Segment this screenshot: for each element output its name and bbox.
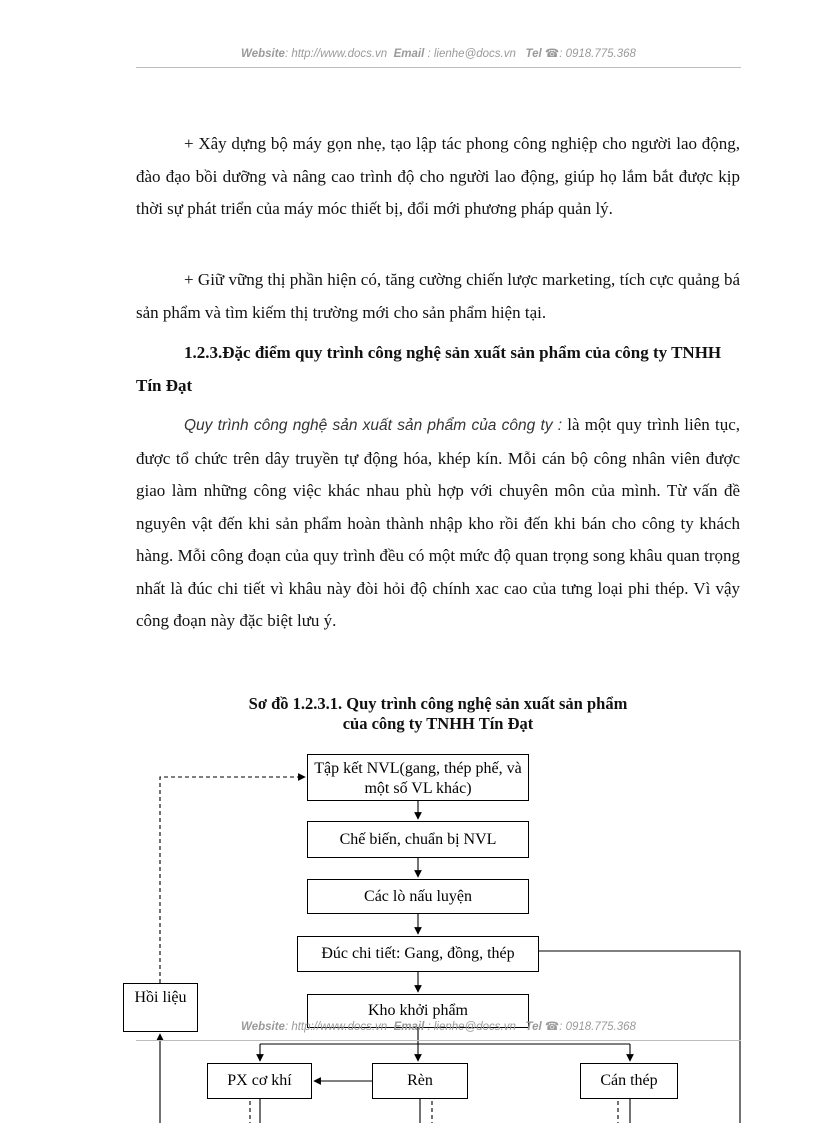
website-label: Website bbox=[241, 48, 285, 60]
footer-phone-icon: ☎ bbox=[544, 1021, 560, 1033]
diagram-caption-line1: Sơ đồ 1.2.3.1. Quy trình công nghệ sản xuất sản phẩm bbox=[248, 694, 628, 713]
dashed-recycle-to-gather bbox=[160, 777, 305, 983]
paragraph-market: + Giữ vững thị phần hiện có, tăng cường chiến lược marketing, tích cực quảng bá sản phẩm và tìm kiếm thị trường mới cho sản phẩm hiện tại. bbox=[136, 270, 740, 322]
diagram-caption-line2: của công ty TNHH Tín Đạt bbox=[342, 714, 534, 733]
box-rolling: Cán thép bbox=[580, 1063, 678, 1099]
section-heading: 1.2.3.Đặc điểm quy trình công nghệ sản xuất sản phẩm của công ty TNHH Tín Đạt bbox=[136, 343, 722, 395]
box-prepare-materials: Chế biến, chuẩn bị NVL bbox=[307, 821, 529, 858]
box-forging: Rèn bbox=[372, 1063, 468, 1099]
website-url: : http://www.docs.vn bbox=[284, 48, 388, 60]
footer-tel-label: Tel bbox=[525, 1021, 542, 1033]
box-warehouse: Kho khởi phẩm bbox=[307, 994, 529, 1028]
tel-value: : 0918.775.368 bbox=[559, 48, 636, 60]
process-text: là một quy trình liên tục, được tổ chức trên dây truyền tự động hóa, khép kín. Mỗi cán bộ công nhân viên được giao làm những công việc khác nhau phù hợp với chuyên môn của mình. Từ vấn đề nguyên vật đến khi sản phẩm hoàn thành nhập kho rồi đến khi bán cho công ty khách hàng. Mỗi công đoạn của quy trình đều có một mức độ quan trọng song khâu quan trọng nhất là đúc chi tiết vì khâu này đòi hỏi độ chính xac cao của tưng loại phi thép. Vì vậy công đoạn này đặc biệt lưu ý. bbox=[136, 415, 740, 630]
page-footer bbox=[136, 1019, 741, 1033]
paragraph-streamline: + Xây dựng bộ máy gọn nhẹ, tạo lập tác phong công nghiệp cho người lao động, đào đạo bồi dưỡng và nâng cao trình độ cho người lao động, giúp họ lắm bắt được kịp thời sự phát triển của máy móc thiết bị, đổi mới phương pháp quản lý. bbox=[136, 134, 740, 218]
footer-email-value: : lienhe@docs.vn bbox=[427, 1021, 516, 1033]
footer-tel-value: : 0918.775.368 bbox=[559, 1021, 636, 1033]
footer-email-label: Email bbox=[393, 1021, 425, 1033]
tel-label: Tel bbox=[525, 48, 542, 60]
email-value: : lienhe@docs.vn bbox=[427, 48, 516, 60]
footer-divider bbox=[136, 1040, 741, 1041]
footer-website-url: : http://www.docs.vn bbox=[284, 1021, 388, 1033]
phone-icon: ☎ bbox=[544, 48, 560, 60]
box-recycle: Hồi liệu bbox=[123, 983, 198, 1032]
box-casting: Đúc chi tiết: Gang, đồng, thép bbox=[297, 936, 539, 972]
email-label: Email bbox=[393, 48, 425, 60]
process-lead: Quy trình công nghệ sản xuất sản phẩm của công ty : bbox=[184, 417, 563, 434]
box-gather-materials: Tập kết NVL(gang, thép phế, và một số VL khác) bbox=[307, 754, 529, 801]
box-furnaces: Các lò nấu luyện bbox=[307, 879, 529, 914]
box-mechanical-workshop: PX cơ khí bbox=[207, 1063, 312, 1099]
footer-website-label: Website bbox=[241, 1021, 285, 1033]
